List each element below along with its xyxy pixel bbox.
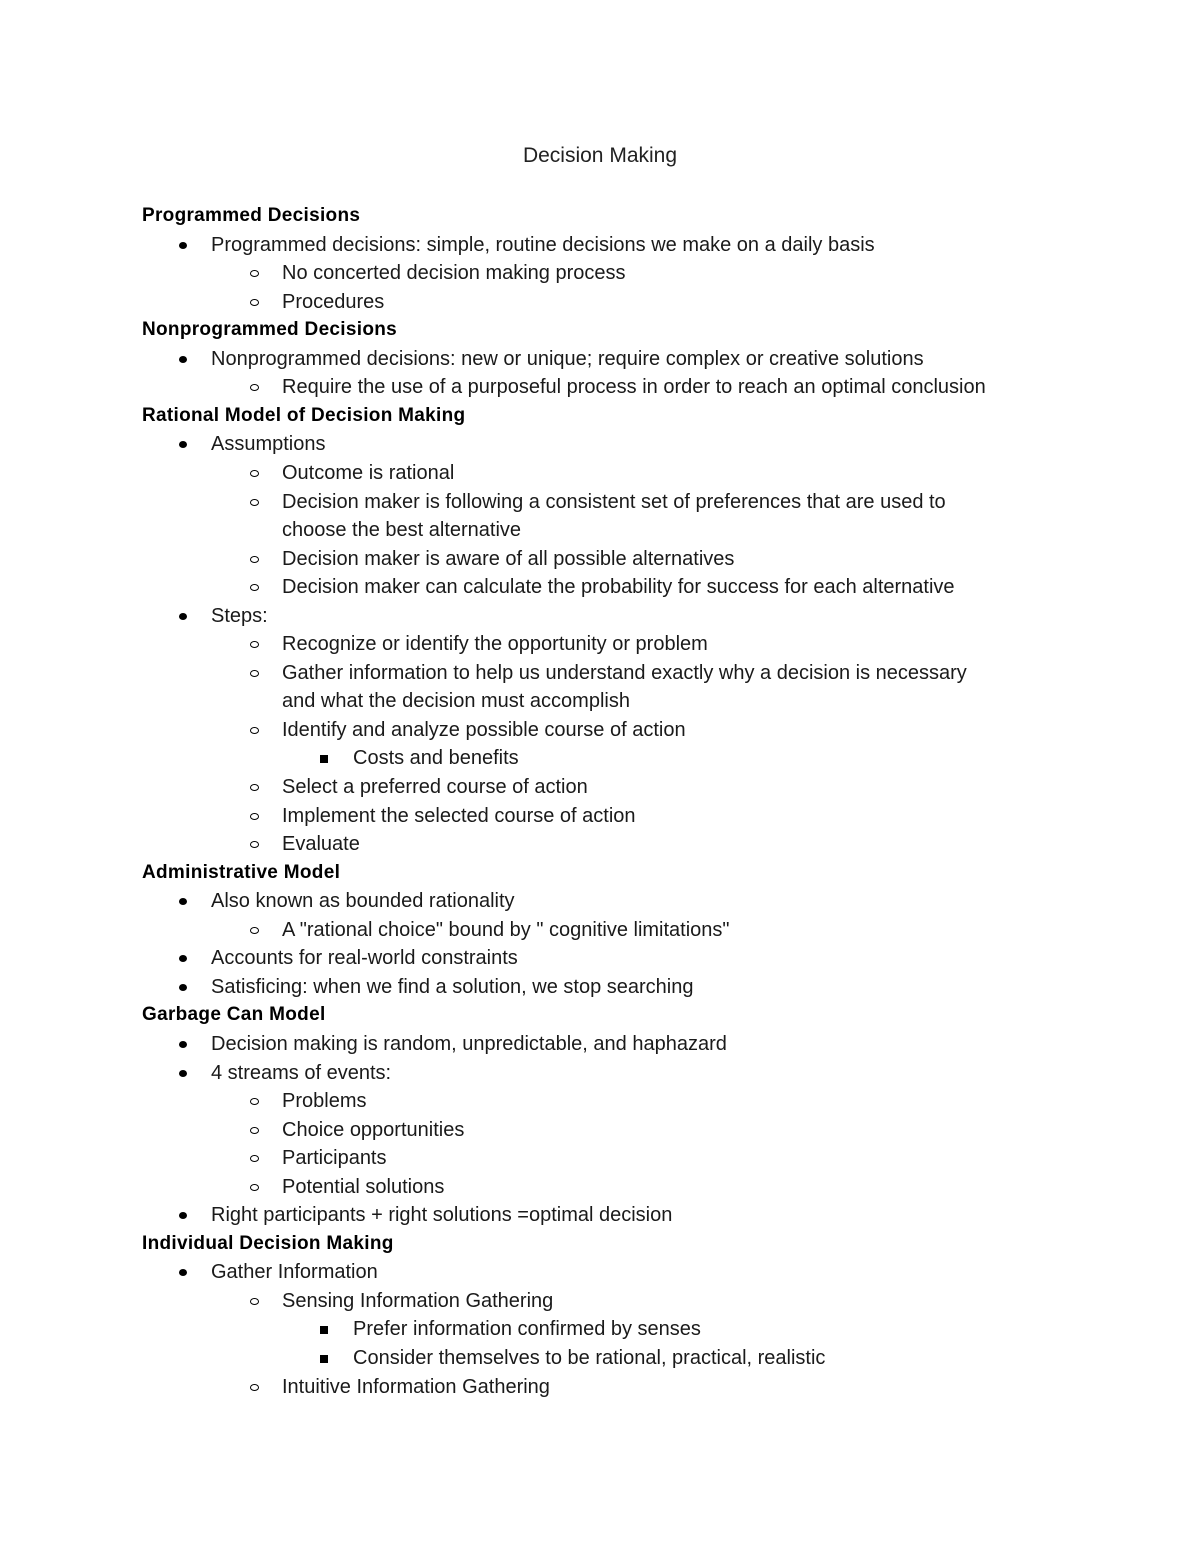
- filled-circle-bullet-icon: [179, 984, 187, 991]
- list-item-text: Programmed decisions: simple, routine decisions we make on a daily basis: [211, 233, 875, 256]
- hollow-circle-bullet-icon: [250, 641, 259, 648]
- list-item-text: Steps:: [211, 604, 268, 627]
- list-item-text: Costs and benefits: [353, 747, 519, 770]
- list-item-text: Potential solutions: [282, 1175, 445, 1198]
- list-item-text: Right participants + right solutions =optimal decision: [211, 1204, 673, 1227]
- list-item-text: Decision maker is aware of all possible alternatives: [282, 547, 735, 570]
- list-item-text: Nonprogrammed decisions: new or unique; require complex or creative solutions: [211, 347, 924, 370]
- list-item-text: Also known as bounded rationality: [211, 890, 515, 913]
- filled-square-bullet-icon: [320, 1355, 328, 1363]
- filled-circle-bullet-icon: [179, 1269, 187, 1276]
- filled-circle-bullet-icon: [179, 242, 187, 249]
- hollow-circle-bullet-icon: [250, 470, 259, 477]
- list-item-text: Gather Information: [211, 1261, 378, 1284]
- list-item-text: and what the decision must accomplish: [282, 690, 630, 713]
- list-item-text: Evaluate: [282, 833, 360, 856]
- list-item-text: A "rational choice" bound by " cognitive limitations": [282, 918, 730, 941]
- list-item-text: Decision maker is following a consistent set of preferences that are used to: [282, 490, 946, 513]
- list-item-text: Implement the selected course of action: [282, 804, 636, 827]
- hollow-circle-bullet-icon: [250, 784, 259, 791]
- hollow-circle-bullet-icon: [250, 1098, 259, 1105]
- section-heading-text: Rational Model of Decision Making: [142, 404, 466, 426]
- list-item-text: Decision maker can calculate the probability for success for each alternative: [282, 576, 955, 599]
- hollow-circle-bullet-icon: [250, 1184, 259, 1191]
- list-item-text: Prefer information confirmed by senses: [353, 1318, 701, 1341]
- hollow-circle-bullet-icon: [250, 270, 259, 277]
- hollow-circle-bullet-icon: [250, 556, 259, 563]
- list-item-text: Participants: [282, 1147, 387, 1170]
- list-item-text: Accounts for real-world constraints: [211, 947, 518, 970]
- list-item-text: Recognize or identify the opportunity or problem: [282, 633, 708, 656]
- hollow-circle-bullet-icon: [250, 727, 259, 734]
- hollow-circle-bullet-icon: [250, 1127, 259, 1134]
- list-item-text: Problems: [282, 1090, 367, 1113]
- list-item-text: Consider themselves to be rational, practical, realistic: [353, 1347, 826, 1369]
- hollow-circle-bullet-icon: [250, 927, 259, 934]
- document-title: Decision Making: [522, 144, 678, 167]
- hollow-circle-bullet-icon: [250, 384, 259, 391]
- hollow-circle-bullet-icon: [250, 1384, 259, 1391]
- section-heading-text: Individual Decision Making: [142, 1232, 394, 1254]
- filled-circle-bullet-icon: [179, 898, 187, 905]
- list-item-text: Choice opportunities: [282, 1118, 465, 1141]
- section-heading-text: Administrative Model: [142, 861, 341, 883]
- list-item-text: choose the best alternative: [282, 519, 522, 542]
- list-item-text: Assumptions: [211, 433, 326, 456]
- filled-circle-bullet-icon: [179, 955, 187, 962]
- filled-circle-bullet-icon: [179, 1212, 187, 1219]
- list-item-text: No concerted decision making process: [282, 262, 626, 285]
- filled-circle-bullet-icon: [179, 1041, 187, 1048]
- hollow-circle-bullet-icon: [250, 1298, 259, 1305]
- hollow-circle-bullet-icon: [250, 299, 259, 306]
- hollow-circle-bullet-icon: [250, 670, 259, 677]
- hollow-circle-bullet-icon: [250, 813, 259, 820]
- hollow-circle-bullet-icon: [250, 499, 259, 506]
- list-item-text: Gather information to help us understand exactly why a decision is necessary: [282, 661, 967, 684]
- filled-square-bullet-icon: [320, 1326, 328, 1334]
- hollow-circle-bullet-icon: [250, 584, 259, 591]
- list-item-text: Sensing Information Gathering: [282, 1289, 554, 1312]
- hollow-circle-bullet-icon: [250, 1155, 259, 1162]
- filled-circle-bullet-icon: [179, 1070, 187, 1077]
- list-item-text: Require the use of a purposeful process in order to reach an optimal conclusion: [282, 376, 986, 399]
- section-heading-text: Nonprogrammed Decisions: [142, 319, 398, 341]
- list-item-text: Decision making is random, unpredictable, and haphazard: [211, 1032, 727, 1055]
- filled-circle-bullet-icon: [179, 441, 187, 448]
- filled-circle-bullet-icon: [179, 613, 187, 620]
- section-heading-text: Programmed Decisions: [142, 205, 361, 226]
- section-heading-text: Garbage Can Model: [142, 1004, 326, 1026]
- filled-square-bullet-icon: [320, 755, 328, 763]
- list-item-text: Intuitive Information Gathering: [282, 1375, 550, 1398]
- list-item-text: 4 streams of events:: [211, 1061, 392, 1084]
- filled-circle-bullet-icon: [179, 356, 187, 363]
- list-item-text: Identify and analyze possible course of action: [282, 718, 686, 741]
- hollow-circle-bullet-icon: [250, 841, 259, 848]
- list-item-text: Select a preferred course of action: [282, 776, 588, 798]
- list-item-text: Procedures: [282, 290, 385, 313]
- list-item-text: Satisficing: when we find a solution, we stop searching: [211, 975, 694, 998]
- list-item-text: Outcome is rational: [282, 461, 455, 484]
